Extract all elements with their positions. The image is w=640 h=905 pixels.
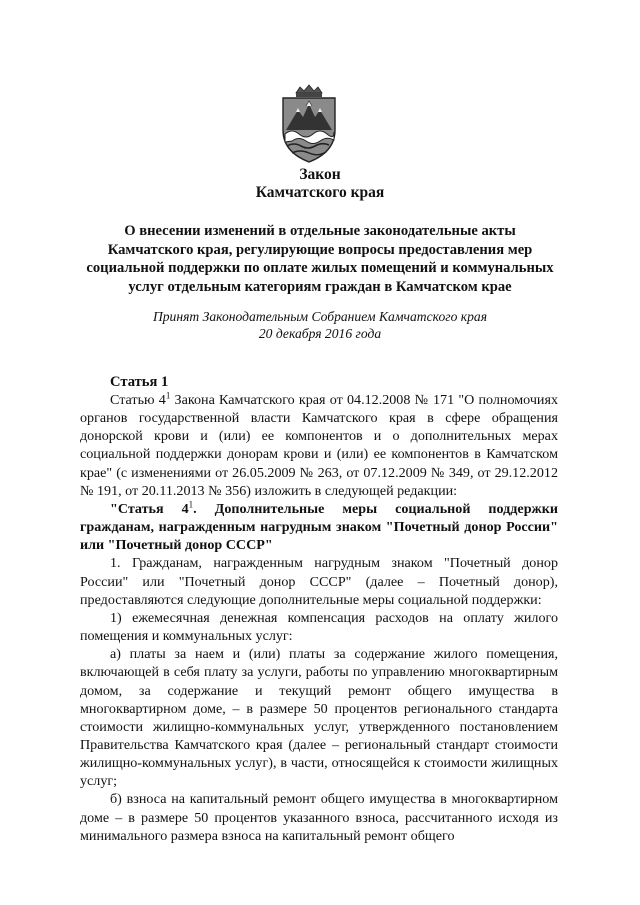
adoption-date: 20 декабря 2016 года [258, 326, 382, 341]
paragraph: б) взноса на капитальный ремонт общего имущества в многоквартирном доме – в размере 50 процентов указанного взноса, рассчитанного исходя из минимального размера взноса на капитальный ремонт общего [80, 791, 558, 844]
paragraph: Статью $4^1$ Закона Камчатского края от 04.12.2008 № 171 "О полномочиях органов государственной власти Камчатского края в сфере обращения донорской крови и (или) ее компонентов и о дополнительных мерах социальной поддержки донорам крови и (или) ее компонентов в Камчатском крае" (с изменениями от 26.05.2009 № 263, от 07.12.2009 № 349, от 29.12.2012 № 191, от 20.11.2013 № 356) изложить в следующей редакции: [80, 390, 558, 499]
law-region: Камчатского края [255, 184, 385, 201]
subject-line: социальной поддержки по оплате жилых помещений и коммунальных [86, 260, 554, 276]
paragraph-heading: "Статья $4^1$. Дополнительные меры социальной поддержки гражданам, награжденным нагрудным знаком "Почетный донор России" или "Почетный донор СССР" [80, 499, 558, 554]
subject-line: услуг отдельным категориям граждан в Камчатском крае [128, 278, 512, 295]
adoption-body: Принят Законодательным Собранием Камчатского края [152, 309, 488, 324]
adoption-note [60, 308, 580, 342]
paragraph: 1. Гражданам, награжденным нагрудным знаком "Почетный донор России" или "Почетный донор СССР" (далее – Почетный донор), предоставляются следующие дополнительные меры социальной поддержки: [80, 555, 558, 608]
paragraph: а) платы за наем и (или) платы за содержание жилого помещения, включающей в себя плату за услуги, работы по управлению многоквартирным домом, за содержание и текущий ремонт общего имущества в многоквартирном доме, – в размере 50 процентов регионального стандарта стоимости жилищно-коммунальных услуг, утвержденного постановлением Правительства Камчатского края (далее – региональный стандарт стоимости жилищно-коммунальных услуг), в части, относящейся к стоимости жилищных услуг; [80, 646, 558, 790]
subject-line: Камчатского края, регулирующие вопросы предоставления мер [107, 241, 533, 258]
paragraph: 1) ежемесячная денежная компенсация расходов на оплату жилого помещения и коммунальных услуг: [80, 609, 558, 645]
law-subject [70, 222, 570, 296]
law-title: Закон [299, 166, 341, 183]
article-body [80, 391, 558, 845]
kamchatka-coat-of-arms-icon [278, 84, 340, 164]
article-title: Статья 1 [110, 374, 169, 390]
subject-line: О внесении изменений в отдельные законодательные акты [124, 223, 516, 239]
